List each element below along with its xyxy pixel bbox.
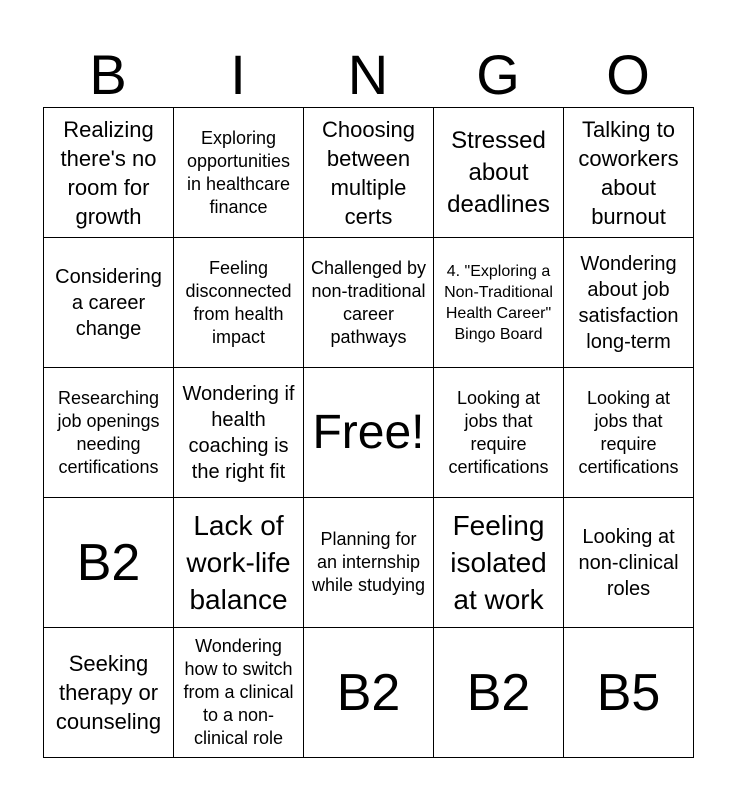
cell-text: Considering a career change: [55, 265, 162, 340]
cell-text: Seeking therapy or counseling: [55, 651, 162, 734]
cell-text: B2: [76, 533, 141, 592]
cell-text: Choosing between multiple certs: [322, 116, 415, 229]
bingo-cell[interactable]: [564, 498, 694, 628]
cell-text: Wondering if health coaching is the right fit: [182, 382, 295, 483]
bingo-cell[interactable]: [564, 238, 694, 368]
header-letter-n: N: [347, 43, 389, 106]
bingo-cell[interactable]: [434, 498, 564, 628]
bingo-cell[interactable]: [434, 368, 564, 498]
bingo-cell[interactable]: [304, 498, 434, 628]
cell-text: Wondering how to switch from a clinical to a non-clinical role: [183, 636, 294, 748]
cell-text: B5: [596, 663, 661, 722]
cell-text: Planning for an internship while studying: [311, 529, 426, 595]
cell-text: Stressed about deadlines: [447, 126, 550, 218]
bingo-cell[interactable]: [44, 108, 174, 238]
bingo-cell[interactable]: [44, 498, 174, 628]
bingo-board: [43, 107, 694, 758]
cell-text: Talking to coworkers about burnout: [578, 116, 679, 229]
bingo-cell[interactable]: [44, 238, 174, 368]
bingo-cell[interactable]: [174, 108, 304, 238]
cell-text: Looking at jobs that require certifications: [578, 387, 679, 477]
bingo-cell[interactable]: [434, 628, 564, 758]
bingo-cell[interactable]: [174, 498, 304, 628]
bingo-cell[interactable]: [564, 108, 694, 238]
cell-text: Exploring opportunities in healthcare finance: [186, 127, 291, 217]
bingo-cell[interactable]: [564, 368, 694, 498]
cell-text: 4. "Exploring a Non-Traditional Health Career" Bingo Board: [444, 262, 553, 343]
cell-text: Challenged by non-traditional career pathways: [310, 257, 427, 347]
cell-text: Wondering about job satisfaction long-term: [578, 252, 679, 353]
bingo-cell[interactable]: [174, 238, 304, 368]
cell-text: Feeling disconnected from health impact: [185, 257, 292, 347]
bingo-header: [43, 44, 693, 106]
bingo-cell[interactable]: [44, 628, 174, 758]
cell-text: Feeling isolated at work: [450, 510, 547, 615]
cell-text: Looking at non-clinical roles: [578, 525, 679, 600]
cell-text: Lack of work-life balance: [186, 510, 291, 615]
bingo-cell[interactable]: [304, 108, 434, 238]
cell-text: Researching job openings needing certifications: [57, 387, 160, 477]
cell-text: B2: [336, 663, 401, 722]
cell-text: Realizing there's no room for growth: [60, 116, 157, 229]
bingo-cell[interactable]: [44, 368, 174, 498]
header-letter-o: O: [606, 43, 650, 106]
bingo-cell[interactable]: [174, 368, 304, 498]
cell-text: B2: [466, 663, 531, 722]
bingo-cell[interactable]: [174, 628, 304, 758]
bingo-cell[interactable]: [304, 628, 434, 758]
header-letter-b: B: [89, 43, 127, 106]
cell-text: Looking at jobs that require certifications: [448, 387, 549, 477]
free-cell-text: Free!: [312, 405, 425, 459]
header-letter-g: G: [476, 43, 520, 106]
bingo-cell[interactable]: [434, 108, 564, 238]
bingo-cell[interactable]: [434, 238, 564, 368]
free-cell[interactable]: [304, 368, 434, 498]
bingo-cell[interactable]: [304, 238, 434, 368]
header-letter-i: I: [230, 43, 246, 106]
bingo-cell[interactable]: [564, 628, 694, 758]
